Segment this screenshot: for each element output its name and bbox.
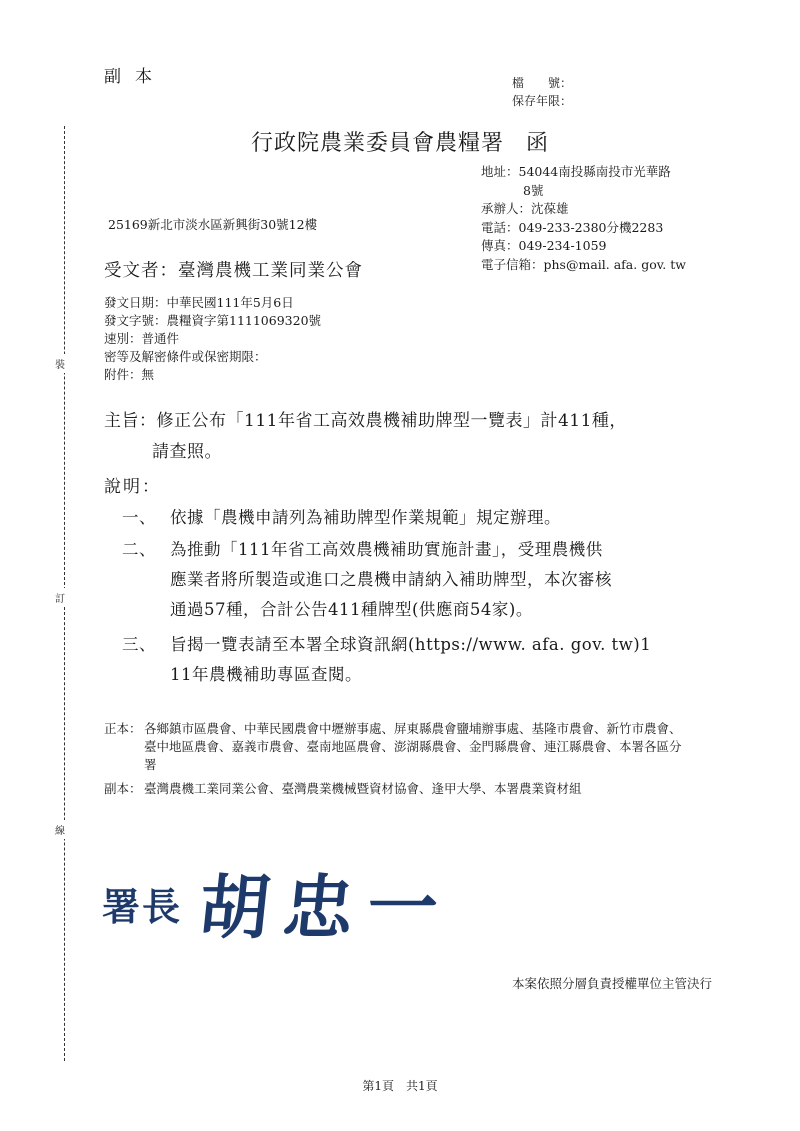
recipient: 受文者：臺灣農機工業同業公會 (104, 261, 363, 281)
signature-title: 署長 (102, 885, 183, 929)
fax: 傳真：049-234-1059 (481, 238, 607, 253)
explanation-heading: 說明： (104, 477, 161, 497)
secrecy-level: 密等及解密條件或保密期限： (104, 349, 267, 364)
main-recipients-label: 正本： (104, 721, 142, 736)
distribution-copy (104, 780, 684, 798)
item-line: 旨揭一覽表請至本署全球資訊網(https://www. afa. gov. tw)1 (170, 635, 652, 654)
item-number: 二、 (122, 540, 156, 559)
address-line2: 8號 (523, 182, 544, 198)
attachment: 附件：無 (104, 367, 155, 382)
binding-mark-line: 線 (55, 820, 65, 839)
item-line: 應業者將所製造或進口之農機申請納入補助牌型，本次審核 (170, 570, 612, 589)
copy-recipients-label: 副本： (104, 781, 142, 796)
handler: 承辦人：沈葆雄 (481, 201, 569, 216)
copy-recipients: 臺灣農機工業同業公會、臺灣農業機械暨資材協會、逢甲大學、本署農業資材組 (144, 781, 582, 796)
item-line: 為推動「111年省工高效農機補助實施計畫」，受理農機供 (170, 540, 603, 559)
item-line: 11年農機補助專區查閱。 (170, 665, 362, 684)
subject-line2: 請查照。 (152, 442, 222, 462)
distribution-main (104, 720, 684, 774)
page-number: 第1頁 共1頁 (362, 1079, 438, 1093)
document-title (0, 126, 800, 157)
subject (104, 406, 627, 468)
explanation-item (122, 503, 561, 533)
explanation-item (122, 630, 651, 690)
copy-mark: 副本 (104, 67, 166, 87)
agency-name: 行政院農業委員會農糧署 (250, 131, 504, 156)
issue-date: 發文日期：中華民國111年5月6日 (104, 295, 294, 310)
explanation-item (122, 535, 612, 625)
file-info (512, 74, 572, 110)
item-number: 一、 (122, 508, 156, 527)
address-line1: 地址：54044南投縣南投市光華路 (481, 164, 671, 179)
document-number: 發文字號：農糧資字第1111069320號 (104, 313, 322, 328)
file-number: 檔 號： (512, 76, 573, 90)
recipient-address: 25169新北市淡水區新興街30號12樓 (108, 217, 318, 232)
document-meta (104, 294, 321, 384)
signature-name: 胡忠一 (195, 867, 456, 949)
delegation-note: 本案依照分層負責授權單位主管決行 (511, 976, 712, 991)
subject-line1: 主旨：修正公布「111年省工高效農機補助牌型一覽表」計411種， (104, 411, 627, 431)
item-number: 三、 (122, 635, 156, 654)
contact-block (481, 163, 686, 274)
binding-mark-bind: 裝 (55, 354, 65, 373)
retention-period: 保存年限： (512, 94, 573, 108)
email: 電子信箱：phs@mail. afa. gov. tw (481, 256, 686, 272)
document-type: 函 (526, 131, 550, 156)
binding-mark-staple: 訂 (55, 588, 65, 607)
phone: 電話：049-233-2380分機2283 (481, 219, 664, 235)
item-line: 通過57種，合計公告411種牌型(供應商54家)。 (170, 600, 533, 619)
item-line: 依據「農機申請列為補助牌型作業規範」規定辦理。 (170, 508, 561, 527)
delivery-speed: 速別：普通件 (104, 331, 180, 346)
main-recipients: 各鄉鎮市區農會、中華民國農會中壢辦事處、屏東縣農會鹽埔辦事處、基隆市農會、新竹市農會、臺中地區農會、嘉義市農會、臺南地區農會、澎湖縣農會、金門縣農會、連江縣農會、本署各區分署 (144, 721, 682, 772)
